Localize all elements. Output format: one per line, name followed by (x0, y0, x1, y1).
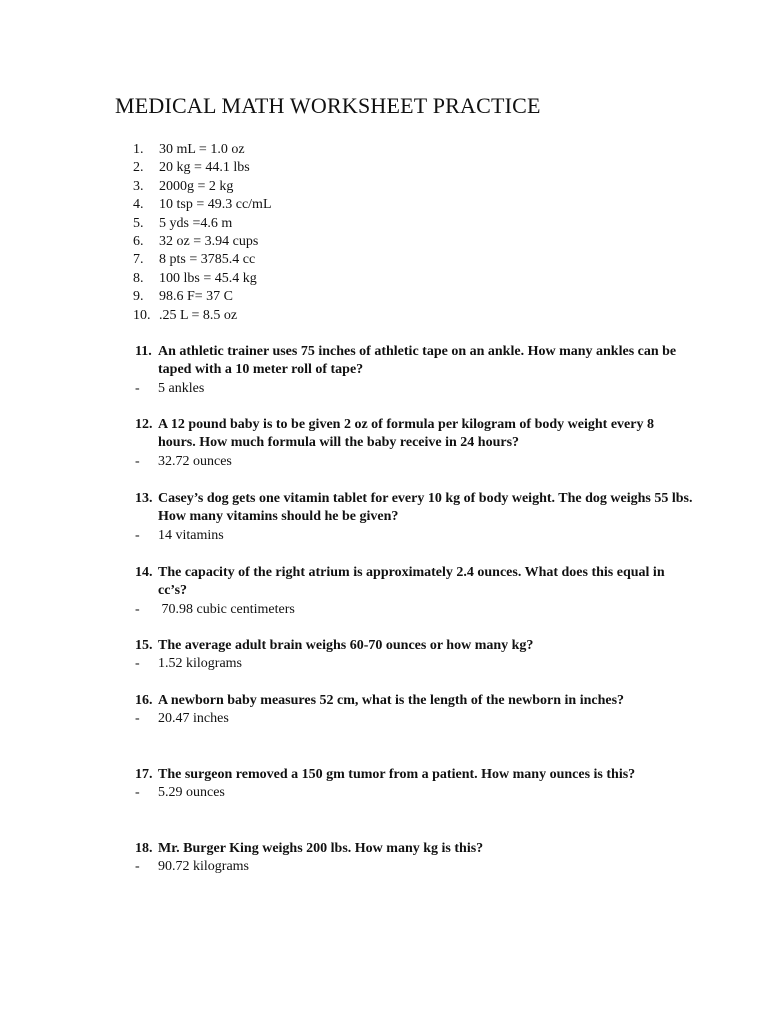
list-item (133, 270, 272, 288)
item-text: 20 kg = 44.1 lbs (159, 160, 250, 176)
answer-dash: - (135, 785, 140, 801)
answer-text: 20.47 inches (158, 711, 229, 727)
item-text: 100 lbs = 45.4 kg (159, 270, 257, 286)
question-text (135, 840, 695, 858)
question-number: 11. (135, 344, 152, 359)
answer-dash: - (135, 656, 140, 672)
list-item (133, 159, 272, 177)
answer-line (135, 784, 695, 802)
question-text (135, 416, 695, 453)
answer-text: 90.72 kilograms (158, 859, 249, 875)
item-text: .25 L = 8.5 oz (159, 307, 238, 323)
answer-text: 32.72 ounces (158, 453, 232, 469)
question-body: A 12 pound baby is to be given 2 oz of formula per kilogram of body weight every 8 hours. How much formula will the baby receive in 24 hours? (158, 417, 654, 451)
answer-dash: - (135, 527, 140, 543)
question-number: 18. (135, 841, 153, 856)
question-number: 12. (135, 417, 153, 432)
item-text: 5 yds =4.6 m (159, 215, 233, 231)
answer-dash: - (135, 711, 140, 727)
item-number: 4. (133, 197, 144, 213)
item-number: 7. (133, 252, 144, 268)
item-text: 30 mL = 1.0 oz (159, 142, 245, 157)
list-item (133, 307, 272, 325)
list-item (133, 178, 272, 196)
answer-line (135, 710, 695, 728)
answer-dash: - (135, 380, 140, 396)
answer-line (135, 655, 695, 673)
question-text (135, 637, 695, 655)
page-title: MEDICAL MATH WORKSHEET PRACTICE (115, 93, 541, 118)
item-text: 32 oz = 3.94 cups (159, 233, 259, 249)
list-item (133, 141, 272, 159)
question-block (135, 637, 695, 674)
question-text (135, 564, 695, 601)
answer-text: 1.52 kilograms (158, 656, 242, 672)
question-text (135, 766, 695, 784)
answer-text: 5 ankles (158, 380, 205, 396)
item-number: 3. (133, 178, 144, 194)
answer-line (135, 527, 695, 545)
list-item (133, 288, 272, 306)
item-number: 1. (133, 142, 144, 157)
item-number: 6. (133, 233, 144, 249)
question-block (135, 416, 695, 471)
question-number: 15. (135, 638, 153, 653)
item-text: 98.6 F= 37 C (159, 289, 234, 305)
question-number: 13. (135, 491, 153, 506)
list-item (133, 233, 272, 251)
item-number: 8. (133, 270, 144, 286)
question-text (135, 343, 695, 380)
answer-line (135, 601, 695, 619)
answer-text: 70.98 cubic centimeters (158, 601, 295, 617)
answer-line (135, 380, 695, 398)
item-number: 5. (133, 215, 144, 231)
question-body: The capacity of the right atrium is approximately 2.4 ounces. What does this equal in cc’s? (158, 565, 665, 599)
question-body: An athletic trainer uses 75 inches of athletic tape on an ankle. How many ankles can be taped with a 10 meter roll of tape? (158, 344, 677, 378)
item-number: 10. (133, 307, 151, 323)
question-number: 14. (135, 565, 153, 580)
question-body: The average adult brain weighs 60-70 ounces or how many kg? (158, 638, 534, 653)
item-number: 2. (133, 160, 144, 176)
question-block (135, 490, 695, 545)
question-body: Casey’s dog gets one vitamin tablet for every 10 kg of body weight. The dog weighs 55 lbs. How many vitamins should he be given? (158, 491, 693, 525)
answer-line (135, 453, 695, 471)
question-number: 16. (135, 693, 153, 708)
question-text (135, 692, 695, 710)
answer-text: 5.29 ounces (158, 785, 225, 801)
answer-dash: - (135, 601, 140, 617)
question-block (135, 840, 695, 877)
item-text: 8 pts = 3785.4 cc (159, 252, 256, 268)
question-body: A newborn baby measures 52 cm, what is the length of the newborn in inches? (158, 693, 625, 708)
question-block (135, 564, 695, 619)
list-item (133, 215, 272, 233)
item-text: 2000g = 2 kg (159, 178, 234, 194)
question-number: 17. (135, 767, 153, 782)
question-block (135, 343, 695, 398)
list-item (133, 196, 272, 214)
question-body: Mr. Burger King weighs 200 lbs. How many kg is this? (158, 841, 484, 856)
conversion-list (133, 141, 272, 325)
question-text (135, 490, 695, 527)
answer-dash: - (135, 453, 140, 469)
item-text: 10 tsp = 49.3 cc/mL (159, 197, 272, 213)
question-block (135, 692, 695, 729)
answer-text: 14 vitamins (158, 527, 224, 543)
item-number: 9. (133, 289, 144, 305)
answer-dash: - (135, 859, 140, 875)
question-block (135, 766, 695, 803)
question-body: The surgeon removed a 150 gm tumor from a patient. How many ounces is this? (158, 767, 636, 782)
answer-line (135, 858, 695, 876)
list-item (133, 251, 272, 269)
